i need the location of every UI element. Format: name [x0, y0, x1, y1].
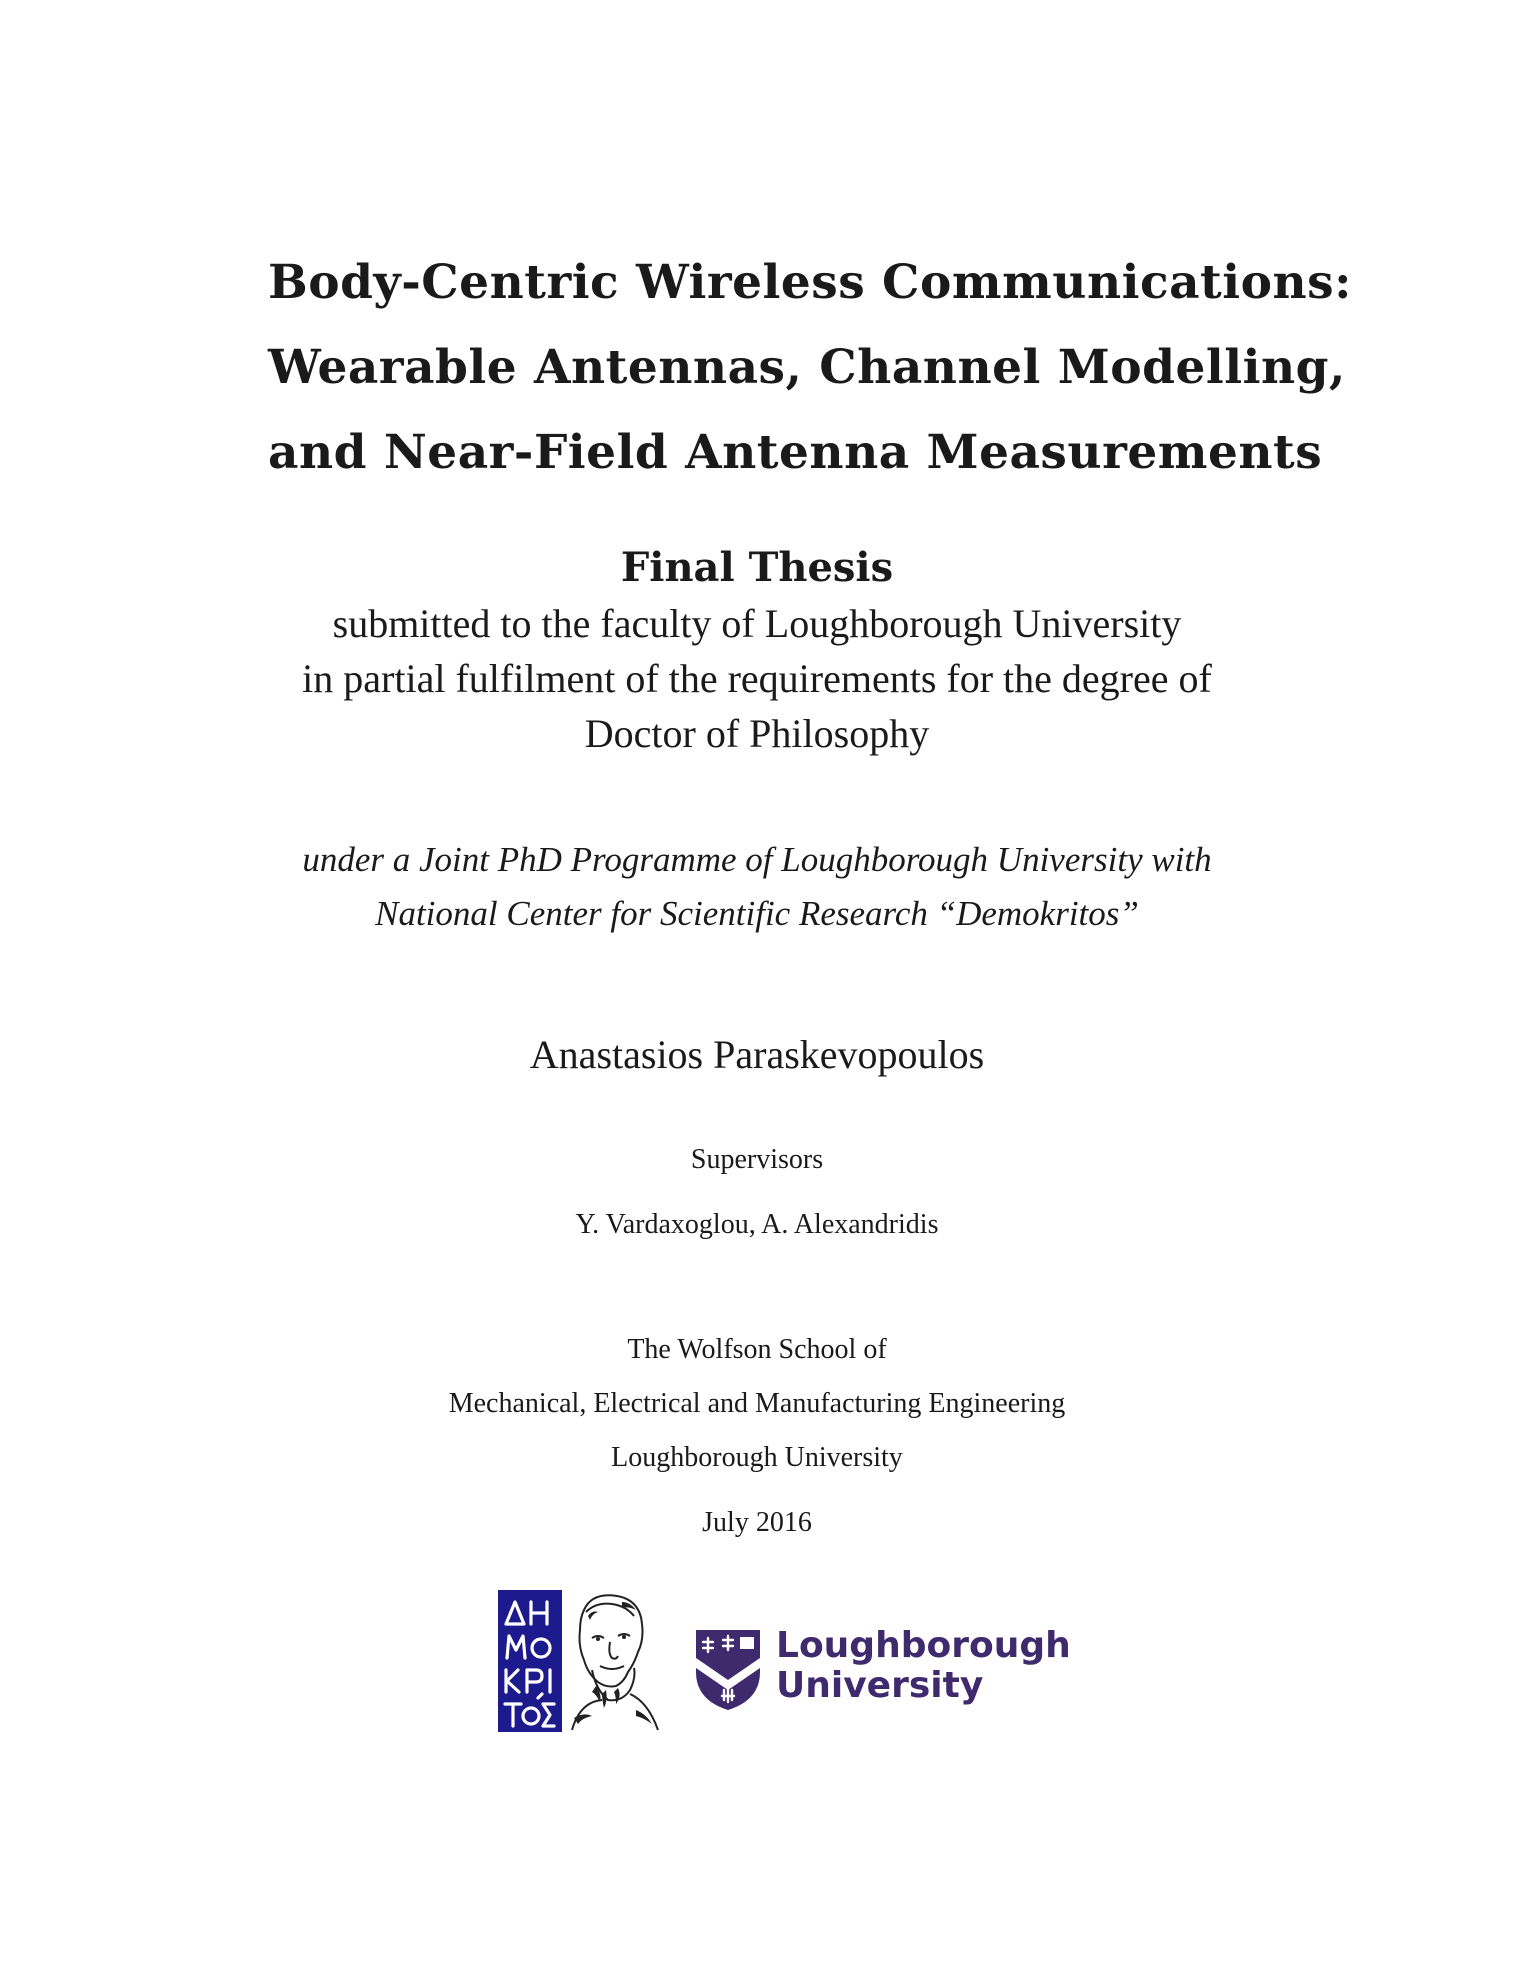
- title-line-3: and Near-Field Antenna Measurements: [268, 425, 1323, 480]
- school-line-2: Mechanical, Electrical and Manufacturing Engineering: [448, 1388, 1066, 1419]
- loughborough-wordmark-line-1: Loughborough: [776, 1625, 1071, 1666]
- programme-line-1: under a Joint PhD Programme of Loughborough University with: [302, 840, 1212, 879]
- demokritos-letters-icon: [498, 1590, 562, 1732]
- supervisors-names: Y. Vardaxoglou, A. Alexandridis: [575, 1209, 939, 1240]
- submission-line-1: submitted to the faculty of Loughborough University: [332, 601, 1182, 646]
- loughborough-wordmark: [776, 1626, 1071, 1706]
- submission-statement: [0, 596, 1514, 761]
- programme-statement: [0, 833, 1514, 941]
- author-name: Anastasios Paraskevopoulos: [529, 1032, 985, 1077]
- demokritos-letter-block: [498, 1590, 562, 1732]
- school-line-1: The Wolfson School of: [627, 1334, 887, 1365]
- thesis-title: [268, 240, 1352, 495]
- demokritos-bust-icon: [562, 1590, 663, 1732]
- submission-line-3: Doctor of Philosophy: [584, 711, 930, 756]
- loughborough-wordmark-line-2: University: [776, 1665, 984, 1706]
- supervisors-label: Supervisors: [690, 1144, 824, 1175]
- demokritos-logo: [498, 1590, 663, 1732]
- loughborough-shield-icon: [694, 1628, 762, 1712]
- school-line-3: Loughborough University: [611, 1442, 903, 1473]
- school-affiliation: [0, 1323, 1514, 1485]
- title-line-2: Wearable Antennas, Channel Modelling,: [268, 340, 1346, 395]
- loughborough-logo: [694, 1625, 1071, 1714]
- title-line-1: Body-Centric Wireless Communications:: [268, 255, 1352, 310]
- submission-date: July 2016: [702, 1507, 812, 1538]
- thesis-type: Final Thesis: [620, 544, 894, 591]
- submission-line-2: in partial fulfilment of the requirements for the degree of: [302, 656, 1212, 701]
- programme-line-2: National Center for Scientific Research “Demokritos”: [375, 894, 1139, 933]
